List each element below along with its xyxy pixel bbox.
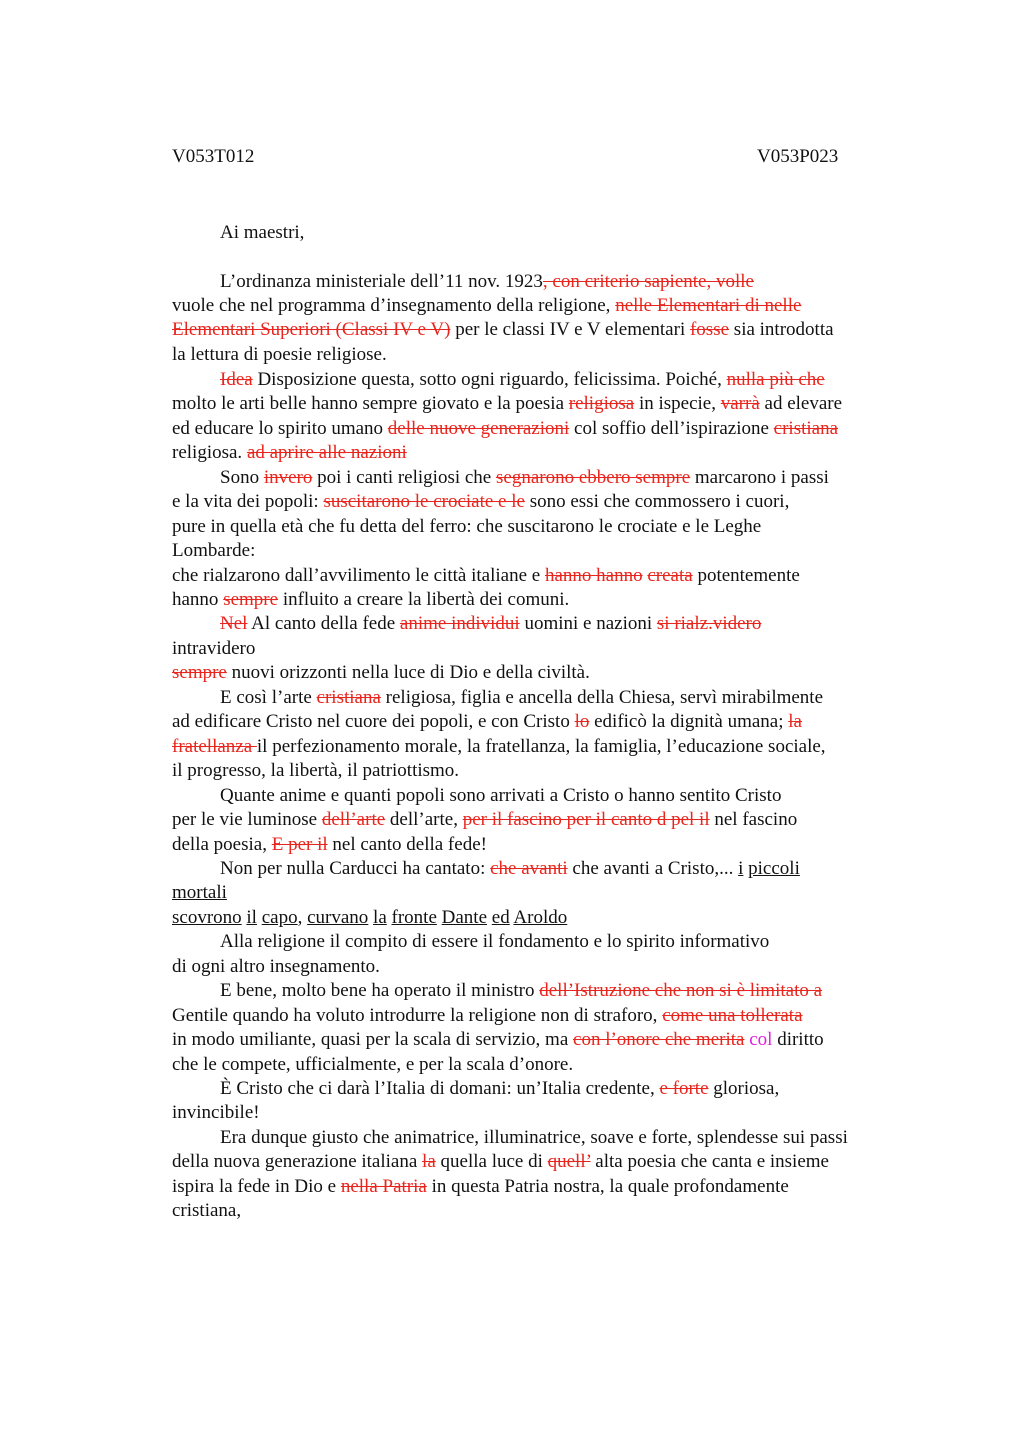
text-segment: alta poesia che canta e insieme	[590, 1151, 829, 1172]
deleted-text: la	[422, 1151, 436, 1172]
text-segment: L’ordinanza ministeriale dell’11 nov. 1923	[220, 271, 543, 292]
text-line	[172, 637, 255, 661]
text-line	[172, 441, 407, 465]
underlined-text: mortali	[172, 882, 227, 903]
deleted-text: fosse	[689, 319, 730, 340]
deleted-text: Idea	[220, 369, 253, 390]
text-line	[220, 857, 800, 881]
underlined-text: ed	[491, 907, 510, 928]
text-line	[220, 1126, 848, 1150]
text-segment: cristiana,	[172, 1200, 242, 1221]
deleted-text: quell’	[547, 1151, 591, 1172]
text-segment: pure in quella età che fu detta del ferro: che suscitarono le crociate e le Leghe	[172, 516, 762, 537]
text-segment: potentemente	[692, 565, 800, 586]
text-segment: edificò la dignità umana;	[589, 711, 789, 732]
text-segment: ad elevare	[759, 393, 843, 414]
text-line	[220, 784, 781, 808]
text-segment: e la vita dei popoli:	[172, 491, 324, 512]
text-segment: dell’arte,	[385, 809, 463, 830]
text-segment: sono essi che commossero i cuori,	[524, 491, 790, 512]
text-segment: vuole che nel programma d’insegnamento della religione,	[172, 295, 616, 316]
underlined-text: Aroldo	[513, 907, 568, 928]
deleted-text: ad aprire alle nazioni	[246, 442, 407, 463]
deleted-text: cristiana	[316, 687, 381, 708]
text-segment: per le vie luminose	[172, 809, 322, 830]
greeting: Ai maestri,	[220, 222, 305, 243]
deleted-text: religiosa	[568, 393, 635, 414]
deleted-text: hanno hanno	[544, 565, 643, 586]
deleted-text: delle nuove generazioni	[387, 418, 570, 439]
deleted-text: sempre	[172, 662, 227, 683]
text-segment: Gentile quando ha voluto introdurre la religione non di straforo,	[172, 1005, 663, 1026]
deleted-text: cristiana	[773, 418, 839, 439]
text-segment: in questa Patria nostra, la quale profondamente	[426, 1176, 789, 1197]
deleted-text: sempre	[223, 589, 279, 610]
deleted-text: nulla più che	[726, 369, 825, 390]
text-segment: quella luce di	[435, 1151, 548, 1172]
text-segment: in modo umiliante, quasi per la scala di servizio, ma	[172, 1029, 574, 1050]
text-segment: Era dunque giusto che animatrice, illuminatrice, soave e forte, splendesse sui passi	[220, 1127, 848, 1148]
text-line	[172, 343, 387, 367]
text-segment: per le classi IV e V elementari	[450, 319, 690, 340]
underlined-text: i	[738, 858, 744, 879]
text-segment: uomini e nazioni	[519, 613, 657, 634]
underlined-text: capo	[261, 907, 298, 928]
inserted-text: col	[749, 1029, 773, 1050]
text-segment: Non per nulla Carducci ha cantato:	[220, 858, 491, 879]
text-segment: Quante anime e quanti popoli sono arrivati a Cristo o hanno sentito Cristo	[220, 785, 782, 806]
text-segment: hanno	[172, 589, 224, 610]
text-segment: ed educare lo spirito umano	[172, 418, 388, 439]
text-segment: gloriosa,	[708, 1078, 780, 1099]
text-segment: Sono	[220, 467, 264, 488]
deleted-text: che avanti	[490, 858, 568, 879]
deleted-text: con l’onore che merita	[573, 1029, 745, 1050]
text-segment: in ispecie,	[634, 393, 721, 414]
deleted-text: dell’Istruzione che non si è limitato a	[539, 980, 823, 1001]
text-line	[220, 1077, 779, 1101]
text-segment: che rialzarono dall’avvilimento le città italiane e	[172, 565, 545, 586]
text-line	[172, 515, 761, 539]
deleted-text: varrà	[720, 393, 760, 414]
text-segment: molto le arti belle hanno sempre giovato e la poesia	[172, 393, 569, 414]
text-line	[172, 808, 797, 832]
text-line	[172, 1199, 241, 1223]
text-segment: invincibile!	[172, 1102, 260, 1123]
text-segment: il perfezionamento morale, la fratellanza, la famiglia, l’educazione sociale,	[256, 736, 826, 757]
deleted-text: anime individui	[399, 613, 520, 634]
text-segment: nel fascino	[709, 809, 798, 830]
deleted-text: segnarono ebbero sempre	[496, 467, 691, 488]
text-line	[172, 318, 834, 342]
text-segment: È Cristo che ci darà l’Italia di domani: un’Italia credente,	[220, 1078, 660, 1099]
text-segment: ispira la fede in Dio e	[172, 1176, 341, 1197]
deleted-text: suscitarono le crociate e le	[323, 491, 525, 512]
text-segment: Alla religione il compito di essere il fondamento e lo spirito informativo	[220, 931, 770, 952]
text-line	[172, 1053, 573, 1077]
text-line	[172, 1004, 803, 1028]
text-segment: della poesia,	[172, 834, 272, 855]
deleted-text: Nel	[220, 613, 248, 634]
underlined-text: fronte	[391, 907, 437, 928]
text-line	[220, 930, 769, 954]
underlined-text: piccoli	[748, 858, 800, 879]
text-segment: ad edificare Cristo nel cuore dei popoli, e con Cristo	[172, 711, 575, 732]
document-code-left: V053T012	[172, 146, 255, 167]
text-segment: ,	[297, 907, 308, 928]
text-segment: che avanti a Cristo,...	[567, 858, 739, 879]
text-line	[220, 686, 823, 710]
text-segment: della nuova generazione italiana	[172, 1151, 423, 1172]
text-segment: col soffio dell’ispirazione	[569, 418, 774, 439]
deleted-text: la	[788, 711, 802, 732]
text-segment: E così l’arte	[220, 687, 317, 708]
text-line	[172, 417, 838, 441]
underlined-text: la	[373, 907, 387, 928]
text-line	[172, 539, 255, 563]
deleted-text: per il fascino per il canto d pel il	[462, 809, 710, 830]
document-code-right: V053P023	[757, 146, 839, 167]
text-line	[172, 564, 800, 588]
text-segment: intravidero	[172, 638, 256, 659]
underlined-text: curvano	[307, 907, 369, 928]
underlined-text: il	[246, 907, 257, 928]
text-line	[172, 1101, 260, 1125]
text-line	[172, 1175, 789, 1199]
text-segment: sia introdotta	[729, 319, 834, 340]
deleted-text: nella Patria	[340, 1176, 427, 1197]
text-segment: religiosa.	[172, 442, 247, 463]
text-line	[172, 490, 789, 514]
text-segment: il progresso, la libertà, il patriottismo.	[172, 760, 460, 781]
deleted-text: fratellanza	[172, 736, 257, 757]
deleted-text: invero	[263, 467, 313, 488]
text-line	[172, 881, 227, 905]
text-line	[172, 955, 380, 979]
deleted-text: nelle Elementari di nelle	[615, 295, 802, 316]
text-segment: poi i canti religiosi che	[312, 467, 496, 488]
text-segment: nel canto della fede!	[327, 834, 487, 855]
text-line	[220, 612, 761, 636]
underlined-text: Dante	[441, 907, 488, 928]
text-line	[172, 735, 826, 759]
deleted-text: lo	[574, 711, 590, 732]
text-segment: influito a creare la libertà dei comuni.	[278, 589, 570, 610]
text-segment: diritto	[772, 1029, 824, 1050]
text-line	[172, 294, 801, 318]
text-line	[172, 759, 459, 783]
text-segment: Lombarde:	[172, 540, 256, 561]
text-line	[172, 588, 569, 612]
text-segment: religiosa, figlia e ancella della Chiesa, servì mirabilmente	[380, 687, 824, 708]
deleted-text: Elementari Superiori (Classi IV e V)	[172, 319, 451, 340]
text-line	[172, 906, 567, 930]
text-segment: nuovi orizzonti nella luce di Dio e della civiltà.	[226, 662, 590, 683]
text-line	[220, 270, 754, 294]
text-line	[172, 1150, 829, 1174]
text-line	[220, 368, 825, 392]
text-line	[172, 1028, 824, 1052]
underlined-text: scovrono	[172, 907, 242, 928]
text-line	[172, 833, 487, 857]
deleted-text: dell’arte	[321, 809, 386, 830]
deleted-text: come una tollerata	[662, 1005, 803, 1026]
text-segment: la lettura di poesie religiose.	[172, 344, 387, 365]
deleted-text: creata	[647, 565, 693, 586]
text-line	[220, 979, 822, 1003]
text-segment: marcarono i passi	[690, 467, 829, 488]
text-line	[220, 466, 829, 490]
deleted-text: , con criterio sapiente, volle	[542, 271, 754, 292]
deleted-text: E per il	[271, 834, 328, 855]
deleted-text: si rialz.videro	[656, 613, 762, 634]
text-segment: E bene, molto bene ha operato il ministro	[220, 980, 540, 1001]
deleted-text: e forte	[659, 1078, 709, 1099]
text-segment: che le compete, ufficialmente, e per la scala d’onore.	[172, 1054, 574, 1075]
text-segment: Disposizione questa, sotto ogni riguardo, felicissima. Poiché,	[252, 369, 727, 390]
text-segment: di ogni altro insegnamento.	[172, 956, 380, 977]
text-line	[172, 661, 590, 685]
text-line	[172, 392, 842, 416]
text-segment: Al canto della fede	[247, 613, 400, 634]
text-line	[172, 710, 802, 734]
